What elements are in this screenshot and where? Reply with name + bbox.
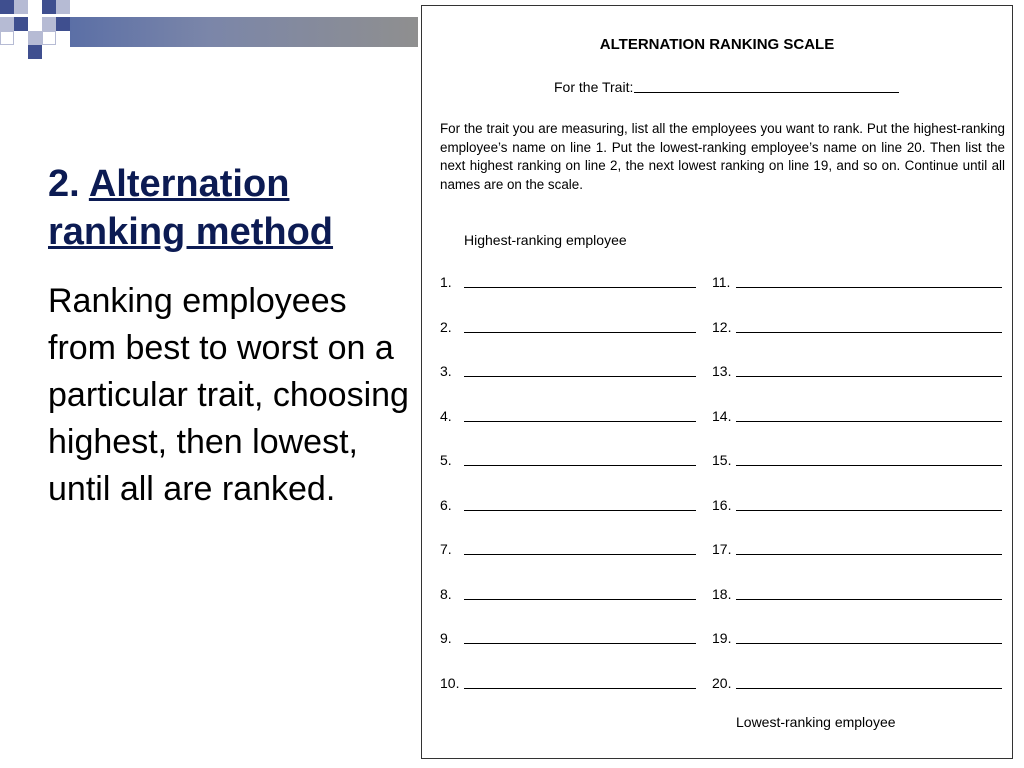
ranking-line xyxy=(440,586,700,606)
ranking-line xyxy=(440,319,700,339)
line-number: 10. xyxy=(440,674,460,691)
line-number: 4. xyxy=(440,407,452,424)
lowest-ranking-label: Lowest-ranking employee xyxy=(736,714,896,730)
blank-line xyxy=(464,643,696,644)
blank-line xyxy=(736,688,1002,689)
blank-line xyxy=(464,332,696,333)
blank-line xyxy=(736,421,1002,422)
line-number: 2. xyxy=(440,318,452,335)
blank-line xyxy=(464,510,696,511)
line-number: 8. xyxy=(440,585,452,602)
line-number: 17. xyxy=(712,541,732,557)
ranking-line xyxy=(440,452,700,472)
blank-line xyxy=(464,688,696,689)
line-number: 20. xyxy=(712,674,732,691)
title-number: 2. xyxy=(48,163,80,205)
form-title: ALTERNATION RANKING SCALE xyxy=(599,36,835,53)
ranking-line xyxy=(712,274,1002,294)
line-number: 5. xyxy=(440,452,452,468)
ranking-line xyxy=(712,363,1002,383)
ranking-line xyxy=(712,586,1002,606)
ranking-line xyxy=(712,452,1002,472)
ranking-line xyxy=(440,541,700,561)
ranking-line xyxy=(712,541,1002,561)
ranking-line xyxy=(440,630,700,650)
blank-line xyxy=(736,376,1002,377)
blank-line xyxy=(736,332,1002,333)
ranking-line xyxy=(712,408,1002,428)
slide-title xyxy=(48,160,408,256)
blank-line xyxy=(464,554,696,555)
ranking-line xyxy=(440,408,700,428)
blank-line xyxy=(736,554,1002,555)
title-link[interactable]: Alternation ranking method xyxy=(48,163,334,253)
ranking-line xyxy=(440,497,700,517)
line-number: 3. xyxy=(440,363,452,379)
highest-ranking-label: Highest-ranking employee xyxy=(464,232,627,248)
slide-body-text: Ranking employees from best to worst on a particular trait, choosing highest, then lowest, until all are ranked. xyxy=(48,282,409,508)
line-number: 9. xyxy=(440,630,452,646)
line-number: 18. xyxy=(712,585,732,602)
blank-line xyxy=(464,465,696,466)
ranking-line xyxy=(712,497,1002,517)
line-number: 7. xyxy=(440,541,452,557)
line-number: 15. xyxy=(712,452,732,468)
blank-line xyxy=(736,643,1002,644)
form-instructions: For the trait you are measuring, list all the employees you want to rank. Put the highest-ranking employee’s name on line 1. Put the lowest-ranking employee’s name on line 20. Then list the next highest ranking on line 2, the next lowest ranking on line 19, and so on. Continue until all names are on the scale. xyxy=(440,121,1005,192)
blank-line xyxy=(464,599,696,600)
line-number: 6. xyxy=(440,496,452,513)
ranking-line xyxy=(440,675,700,695)
trait-label: For the Trait: xyxy=(554,79,634,95)
blank-line xyxy=(736,510,1002,511)
line-number: 16. xyxy=(712,496,732,513)
line-number: 12. xyxy=(712,318,732,335)
blank-line xyxy=(464,376,696,377)
line-number: 14. xyxy=(712,407,732,424)
blank-line xyxy=(464,421,696,422)
line-number: 1. xyxy=(440,274,452,290)
blank-line xyxy=(736,599,1002,600)
blank-line xyxy=(736,465,1002,466)
blank-line xyxy=(736,287,1002,288)
line-number: 19. xyxy=(712,630,732,646)
line-number: 11. xyxy=(712,274,731,290)
ranking-scale-form xyxy=(421,5,1013,759)
ranking-line xyxy=(440,363,700,383)
ranking-line xyxy=(712,319,1002,339)
blank-line xyxy=(464,287,696,288)
header-bar xyxy=(70,17,418,47)
line-number: 13. xyxy=(712,363,732,379)
ranking-line xyxy=(440,274,700,294)
ranking-line xyxy=(712,675,1002,695)
trait-blank-line xyxy=(634,92,899,93)
ranking-line xyxy=(712,630,1002,650)
